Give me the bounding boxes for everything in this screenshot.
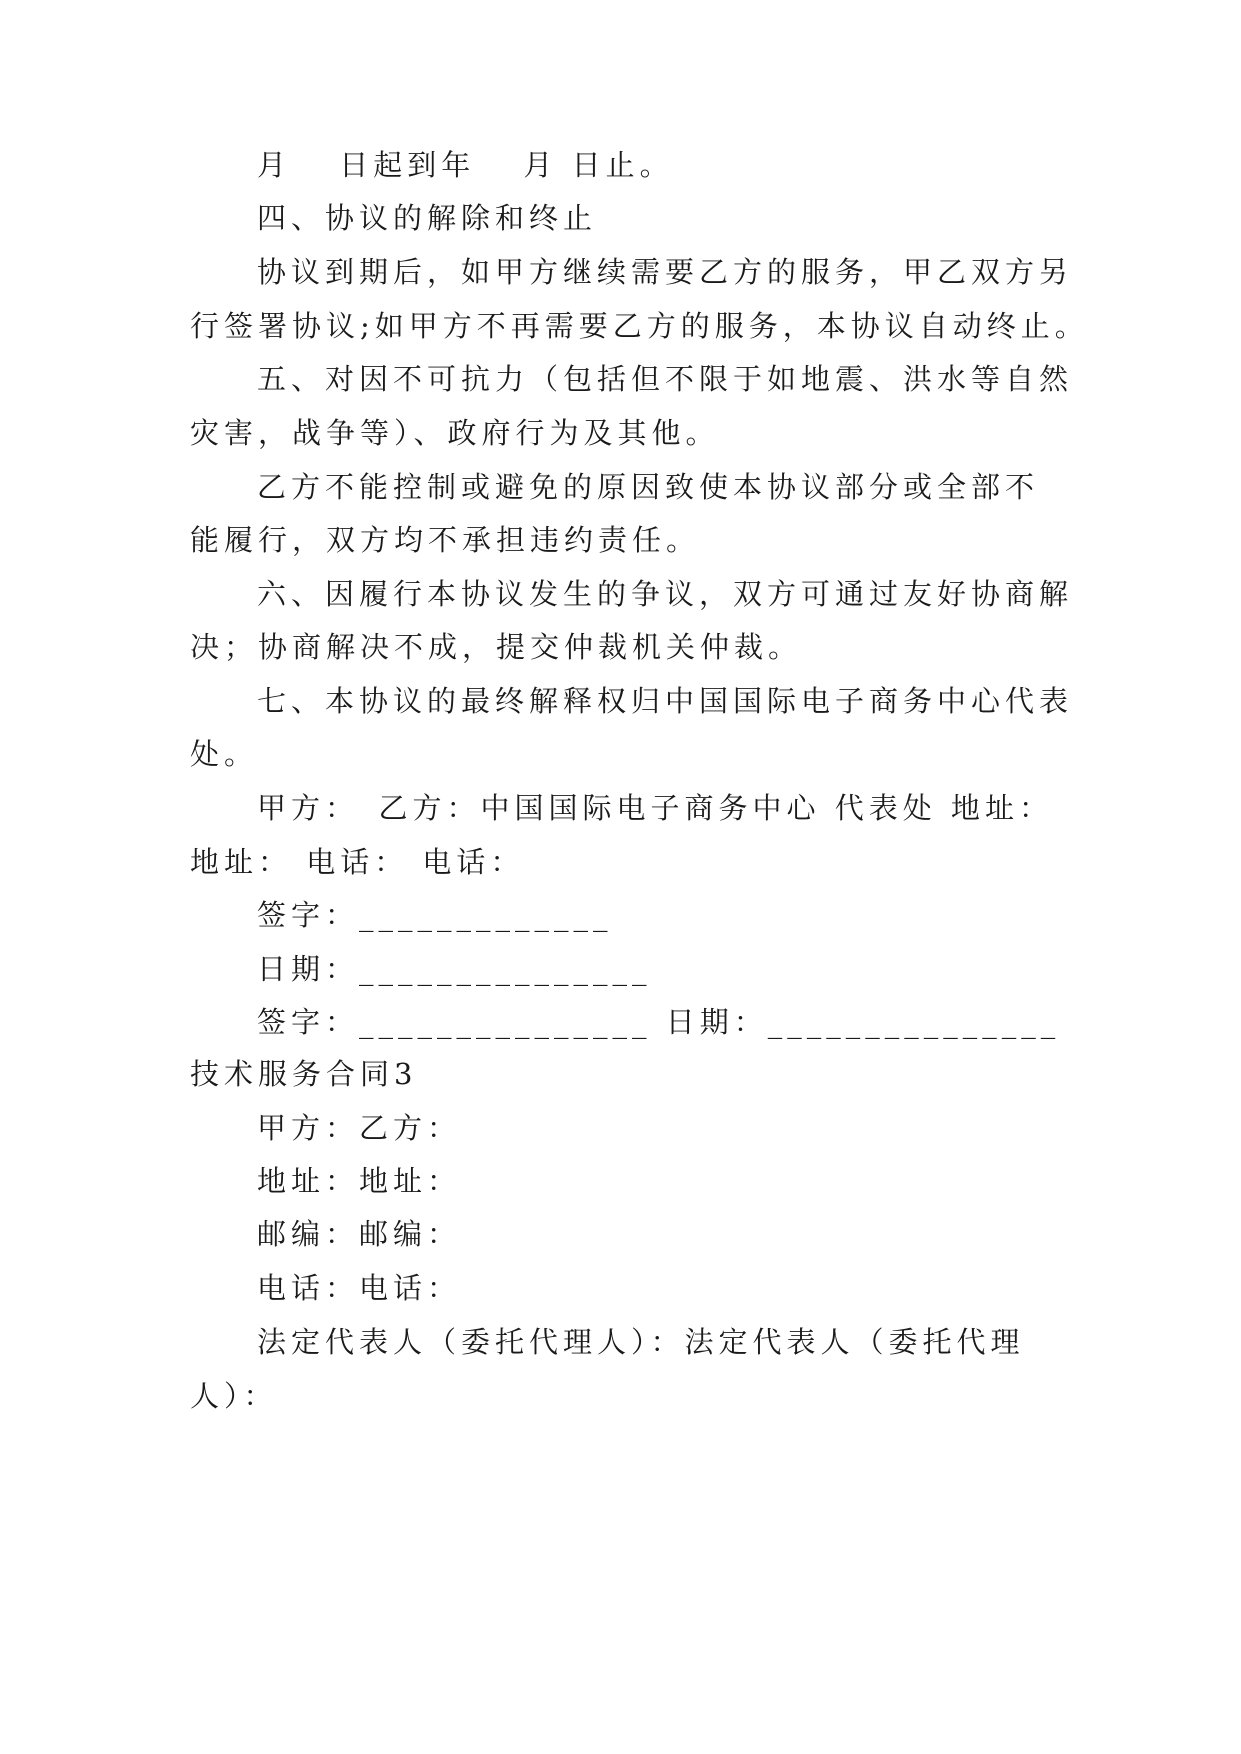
section-five-line: 五、对因不可抗力（包括但不限于如地震、洪水等自然 xyxy=(257,362,1074,396)
term-end-date-line: 月 日起到年 月 日止。 xyxy=(257,148,674,182)
party-names-line: 甲方：乙方： xyxy=(257,1111,462,1145)
paragraph-line: 灾害，战争等）、政府行为及其他。 xyxy=(190,416,720,450)
signature-line: 签字：_____________ xyxy=(257,898,613,932)
postcode-line: 邮编：邮编： xyxy=(257,1217,462,1251)
paragraph-line: 决；协商解决不成，提交仲裁机关仲裁。 xyxy=(190,630,803,664)
legal-representative-line: 法定代表人（委托代理人）：法定代表人（委托代理 xyxy=(257,1325,1025,1359)
party-info-line: 地址： 电话： 电话： xyxy=(190,845,525,879)
paragraph-line: 能履行，双方均不承担违约责任。 xyxy=(190,523,701,557)
paragraph-line: 处。 xyxy=(190,737,259,771)
paragraph-line: 乙方不能控制或避免的原因致使本协议部分或全部不 xyxy=(257,470,1040,504)
paragraph-line: 行签署协议;如甲方不再需要乙方的服务，本协议自动终止。 xyxy=(190,309,1089,343)
paragraph-line: 协议到期后，如甲方继续需要乙方的服务，甲乙双方另 xyxy=(257,255,1074,289)
address-line: 地址：地址： xyxy=(257,1164,462,1198)
section-seven-line: 七、本协议的最终解释权归中国国际电子商务中心代表 xyxy=(257,684,1074,718)
legal-representative-line: 人）： xyxy=(190,1379,278,1413)
phone-line: 电话：电话： xyxy=(257,1271,462,1305)
party-info-line: 甲方： 乙方：中国国际电子商务中心 代表处 地址： xyxy=(257,791,1053,825)
date-line: 日期：_______________ xyxy=(257,952,652,986)
section-six-line: 六、因履行本协议发生的争议，双方可通过友好协商解 xyxy=(257,577,1074,611)
contract-title: 技术服务合同3 xyxy=(190,1057,418,1091)
signature-date-line: 签字：_______________ 日期：_______________ xyxy=(257,1005,1061,1039)
section-four-heading: 四、协议的解除和终止 xyxy=(257,201,598,235)
